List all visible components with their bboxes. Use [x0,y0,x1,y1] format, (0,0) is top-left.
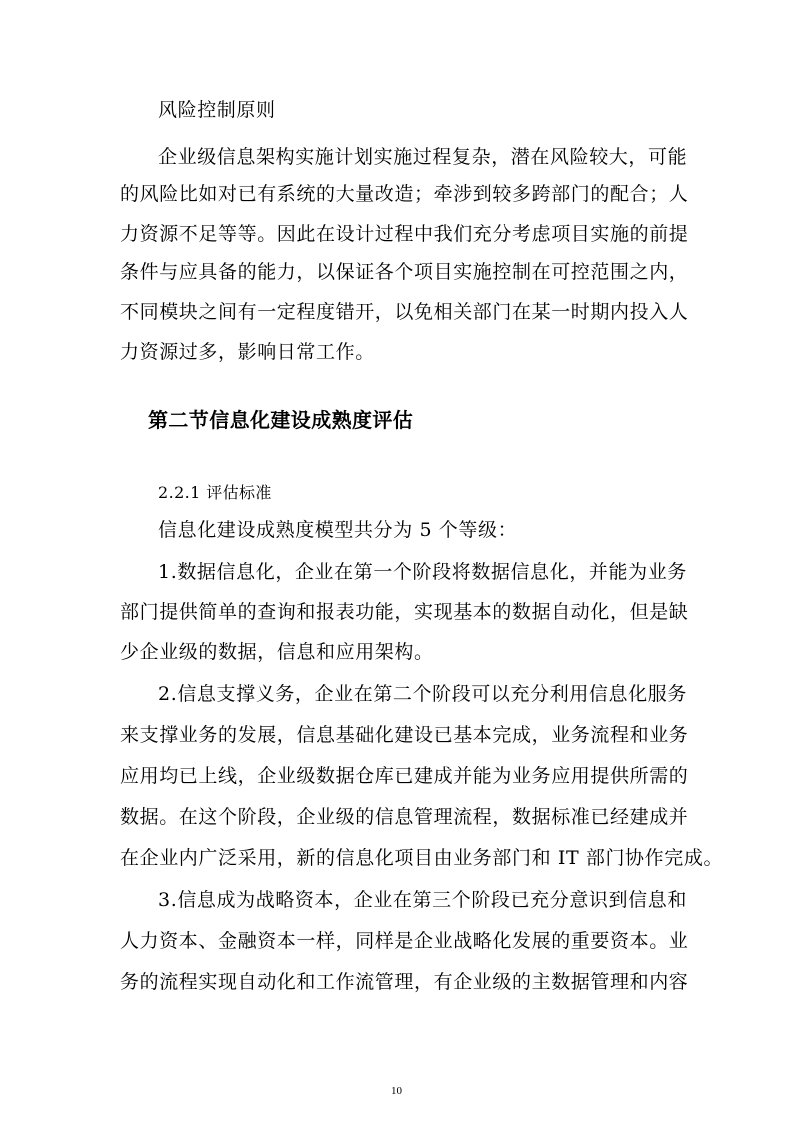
section-title-risk-control: 风险控制原则 [158,99,276,121]
level-item-line: 务的流程实现自动化和工作流管理，有企业级的主数据管理和内容 [120,971,689,993]
level-item-line: 来支撑业务的发展，信息基础化建设已基本完成，业务流程和业务 [120,724,689,746]
level-item-line: 1.数据信息化，企业在第一个阶段将数据信息化，并能为业务 [158,561,687,583]
subsection-intro: 信息化建设成熟度模型共分为 5 个等级： [158,519,518,541]
subsection-title: 2.2.1 评估标准 [158,483,272,502]
page-number: 10 [391,1085,402,1097]
level-item-line: 少企业级的数据，信息和应用架构。 [120,641,434,663]
paragraph-line: 不同模块之间有一定程度错开，以免相关部门在某一时期内投入人 [120,301,689,323]
paragraph-line: 条件与应具备的能力，以保证各个项目实施控制在可控范围之内， [120,261,689,283]
level-item-line: 部门提供简单的查询和报表功能，实现基本的数据自动化，但是缺 [120,601,689,623]
paragraph-line: 的风险比如对已有系统的大量改造；牵涉到较多跨部门的配合；人 [120,183,689,205]
level-item-line: 应用均已上线，企业级数据仓库已建成并能为业务应用提供所需的 [120,765,689,787]
section-heading: 第二节信息化建设成熟度评估 [148,408,414,432]
level-item-line: 3.信息成为战略资本，企业在第三个阶段已充分意识到信息和 [158,889,687,911]
level-item-line: 在企业内广泛采用，新的信息化项目由业务部门和 IT 部门协作完成。 [120,847,724,869]
level-item-line: 人力资本、金融资本一样，同样是企业战略化发展的重要资本。业 [120,930,689,952]
paragraph-line: 企业级信息架构实施计划实施过程复杂，潜在风险较大，可能 [158,146,688,168]
paragraph-line: 力资源过多，影响日常工作。 [120,341,375,363]
paragraph-line: 力资源不足等等。因此在设计过程中我们充分考虑项目实施的前提 [120,223,689,245]
level-item-line: 2.信息支撑义务，企业在第二个阶段可以充分利用信息化服务 [158,683,687,705]
level-item-line: 数据。在这个阶段，企业级的信息管理流程，数据标准已经建成并 [120,806,689,828]
